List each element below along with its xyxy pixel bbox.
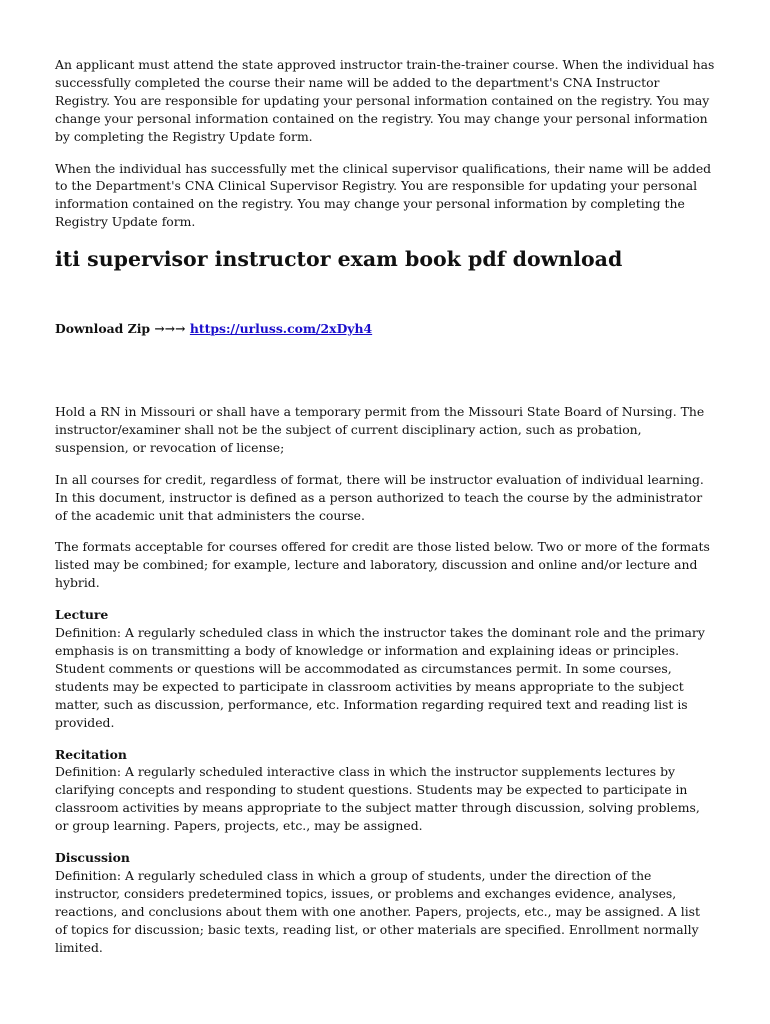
download-link[interactable]: https://urluss.com/2xDyh4 — [189, 321, 373, 336]
definition-recitation — [55, 746, 715, 836]
definition-title: Discussion — [55, 850, 130, 866]
definition-discussion — [55, 849, 715, 956]
definition-text: Definition: A regularly scheduled interactive class in which the instructor supplements lectures by clarifying concepts and responding to student questions. Students may be expected to participate in classroom activities by means appropriate to the subject matter through discussion, solving problems, or group learning. Papers, projects, etc., may be assigned. — [55, 764, 700, 834]
body-content — [55, 403, 715, 970]
definition-text: Definition: A regularly scheduled class in which a group of students, under the direction of the instructor, considers predetermined topics, issues, or problems and exchanges evidence, analyses, reactions, and conclusions about them with one another. Papers, projects, etc., may be assigned. A list of topics for discussion; basic texts, reading list, or other materials are specified. Enrollment normally limited. — [55, 867, 701, 955]
definition-title: Recitation — [55, 746, 127, 762]
definition-lecture — [55, 606, 715, 731]
paragraph-course-formats: The formats acceptable for courses offered for credit are those listed below. Two or more of the formats listed may be combined; for example, lecture and laboratory, discussion and online and/or lecture and hybrid. — [55, 539, 710, 591]
page-title: iti supervisor instructor exam book pdf download — [55, 247, 623, 271]
download-line — [55, 320, 372, 338]
paragraph-instructor-registry: An applicant must attend the state approved instructor train-the-trainer course. When the individual has successfully completed the course their name will be added to the department's CNA Instructor Registry. You are responsible for updating your personal information contained on the registry. You may change your personal information contained on the registry. You may change your personal information by completing the Registry Update form. — [55, 57, 715, 144]
download-label: Download Zip →→→ — [55, 321, 186, 336]
paragraph-rn-requirement: Hold a RN in Missouri or shall have a temporary permit from the Missouri State Board of Nursing. The instructor/examiner shall not be the subject of current disciplinary action, such as probation, suspension, or revocation of license; — [55, 404, 705, 455]
definition-text: Definition: A regularly scheduled class in which the instructor takes the dominant role and the primary emphasis is on transmitting a body of knowledge or information and explaining ideas or principles. Student comments or questions will be accommodated as circumstances permit. In some courses, students may be expected to participate in classroom activities by means appropriate to the subject matter, such as discussion, performance, etc. Information regarding required text and reading list is provided. — [55, 625, 705, 730]
paragraph-instructor-evaluation: In all courses for credit, regardless of format, there will be instructor evaluation of individual learning. In this document, instructor is defined as a person authorized to teach the course by the administrator of the academic unit that administers the course. — [55, 471, 704, 523]
paragraph-supervisor-registry: When the individual has successfully met the clinical supervisor qualifications, their name will be added to the Department's CNA Clinical Supervisor Registry. You are responsible for updating your personal information contained on the registry. You may change your personal information by completing the Registry Update form. — [55, 160, 712, 230]
definition-title: Lecture — [55, 607, 109, 623]
